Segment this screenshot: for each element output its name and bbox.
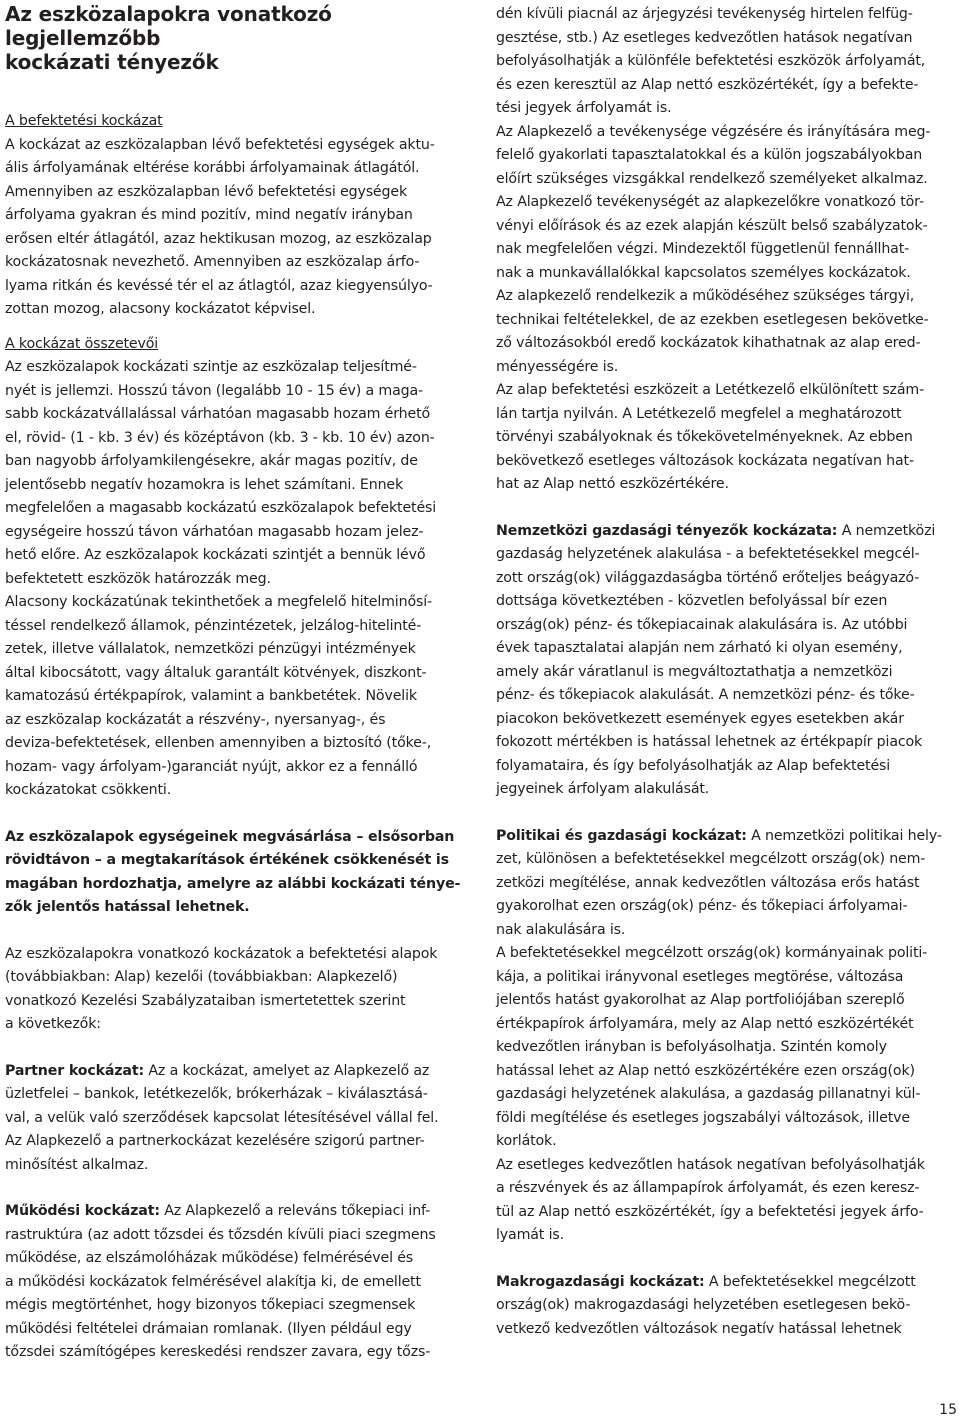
page-heading bbox=[5, 2, 467, 74]
text-line: fokozott mértékben is hatással lehetnek az értékpapír piacok bbox=[496, 734, 923, 750]
text-line: gyakorolhat ezen ország(ok) pénz- és tőkepiaci árfolyamai- bbox=[496, 898, 908, 914]
text-line: folyamataira, és így befolyásolhatják az Alap befektetési bbox=[496, 757, 891, 774]
lead-term: Politikai és gazdasági kockázat: bbox=[496, 827, 747, 844]
text-line: hető előre. Az eszközalapok kockázati szintjét a bennük lévő bbox=[5, 547, 426, 563]
text-line: dén kívüli piacnál az árjegyzési tevékenység hirtelen felfüg- bbox=[496, 6, 913, 22]
text-line: erősen eltér átlagától, azaz hektikusan mozog, az eszközalap bbox=[5, 230, 432, 247]
text-line: korlátok. bbox=[496, 1133, 557, 1149]
text-line: tül az Alap nettó eszközértékét, így a befektetési jegyek árfo- bbox=[496, 1203, 924, 1220]
lead-term: Működési kockázat: bbox=[5, 1203, 160, 1219]
text-line: zetközi megítélése, annak kedvezőtlen változása erős hatást bbox=[496, 874, 920, 891]
text-line: ország(ok) makrogazdasági helyzetében esetlegesen bekö- bbox=[496, 1297, 911, 1313]
text-line: tőzsdei számítógépes kereskedési rendszer zavara, egy tőzs- bbox=[5, 1344, 431, 1360]
text-line: deviza-befektetések, ellenben amennyiben a biztosító (tőke-, bbox=[5, 735, 432, 751]
text-line: minősítést alkalmaz. bbox=[5, 1156, 149, 1173]
text-line: gesztése, stb.) Az esetleges kedvezőtlen hatások negatívan bbox=[496, 29, 913, 46]
text-line: vonatkozó Kezelési Szabályzataiban ismertetettek szerint bbox=[5, 992, 406, 1009]
paragraph-block bbox=[5, 943, 467, 1037]
text-line: felelő gyakorlati tapasztalatokkal és a külön jogszabályokban bbox=[496, 147, 923, 163]
lead-term: Nemzetközi gazdasági tényezők kockázata: bbox=[496, 522, 838, 539]
lead-rest: A befektetésekkel megcélzott bbox=[704, 1273, 916, 1290]
paragraph-block bbox=[5, 110, 467, 322]
text-line: kockázatosnak nevezhető. Amennyiben az eszközalap árfo- bbox=[5, 254, 420, 270]
text-line: (továbbiakban: Alap) kezelői (továbbiakban: Alapkezelő) bbox=[5, 969, 398, 985]
text-line: Az alap befektetési eszközeit a Letétkezelő elkülönített szám- bbox=[496, 382, 925, 398]
text-line: technikai feltételekkel, de az ezekben esetlegesen bekövetke- bbox=[496, 311, 929, 328]
text-line: által kibocsátott, vagy általuk garantált kötvények, diszkont- bbox=[5, 664, 427, 681]
text-line: pénz- és tőkepiacok alakulását. A nemzetközi pénz- és tőke- bbox=[496, 687, 915, 703]
text-line: jelentősebb negatív hozamokra is lehet számítani. Ennek bbox=[5, 476, 404, 493]
text-line: előírt szükséges vizsgákkal rendelkező személyeket alkalmaz. bbox=[496, 170, 928, 187]
paragraph-gap bbox=[5, 1177, 467, 1200]
paragraph-gap bbox=[5, 322, 467, 333]
text-line: A kockázat az eszközalapban lévő befektetési egységek aktu- bbox=[5, 136, 435, 153]
lead-line bbox=[496, 520, 948, 544]
text-line: vetkező kedvezőtlen változások negatív hatással lehetnek bbox=[496, 1320, 902, 1337]
text-line: megfelelően a magasabb kockázatú eszközalapok befektetési bbox=[5, 500, 437, 516]
text-line: zott ország(ok) világgazdaságba történő erőteljes beágyazó- bbox=[496, 569, 920, 586]
text-line: kája, a politikai irányvonal esetleges megtörése, változása bbox=[496, 968, 904, 985]
paragraph-gap bbox=[5, 803, 467, 826]
lead-term: Partner kockázat: bbox=[5, 1062, 144, 1079]
text-line: gazdaság helyzetének alakulása - a befektetésekkel megcél- bbox=[496, 546, 920, 562]
text-line: törvényi szabályoknak és tőkekövetelményeknek. Az ebben bbox=[496, 429, 913, 445]
text-line: hozam- vagy árfolyam-)garanciát nyújt, akkor ez a fennálló bbox=[5, 758, 418, 775]
text-line: üzletfelei – bankok, letétkezelők, brókerházak – kiválasztásá- bbox=[5, 1086, 428, 1102]
lead-line bbox=[496, 1271, 948, 1295]
lead-rest: A nemzetközi bbox=[837, 522, 936, 539]
text-line: tési jegyek árfolyamát is. bbox=[496, 100, 672, 116]
lead-rest: A nemzetközi politikai hely- bbox=[746, 827, 942, 844]
text-line: hat az Alap nettó eszközértékére. bbox=[496, 476, 729, 492]
text-line: árfolyama gyakran és mind pozitív, mind negatív irányban bbox=[5, 207, 413, 223]
text-line: lyamát is. bbox=[496, 1227, 564, 1243]
text-line: befektetett eszközök határozzák meg. bbox=[5, 570, 271, 587]
text-line: lán tartja nyilván. A Letétkezelő megfelel a meghatározott bbox=[496, 405, 902, 422]
right-sections bbox=[496, 3, 948, 1341]
text-line: ban nagyobb árfolyamkilengésekre, akár magas pozitív, de bbox=[5, 453, 418, 469]
text-line: zottan mozog, alacsony kockázatot képvisel. bbox=[5, 301, 316, 317]
text-line: piacokon bekövetkezett események egyes esetekben akár bbox=[496, 710, 904, 727]
paragraph-gap bbox=[5, 1037, 467, 1060]
text-line: értékpapírok árfolyamára, mely az Alap nettó eszközértékét bbox=[496, 1015, 914, 1032]
text-line: Az eszközalapok egységeinek megvásárlása – elsősorban bbox=[5, 828, 455, 845]
text-line: földi megítélése és esetleges jogszabályi változások, illetve bbox=[496, 1109, 910, 1126]
text-line: Az Alapkezelő tevékenységét az alapkezelőkre vonatkozó tör- bbox=[496, 194, 924, 210]
text-line: lyama ritkán és kevéssé tér el az átlagtól, azaz kiegyensúlyo- bbox=[5, 277, 433, 294]
text-line: zetek, illetve vállalatok, nemzetközi pénzügyi intézmények bbox=[5, 641, 416, 657]
text-line: rastruktúra (az adott tőzsdei és tőzsdén kívüli piaci szegmens bbox=[5, 1226, 436, 1243]
lead-rest: Az Alapkezelő a releváns tőkepiaci inf- bbox=[159, 1203, 431, 1219]
text-line: amely akár váratlanul is megváltoztathatja a nemzetközi bbox=[496, 663, 893, 680]
text-line: kedvezőtlen irányban is befolyásolhatja. Szintén komoly bbox=[496, 1039, 887, 1055]
text-line: vényi előírások és az ezek alapján készült belső szabályzatok- bbox=[496, 217, 928, 234]
text-line: az eszközalap kockázatát a részvény-, nyersanyag-, és bbox=[5, 711, 386, 728]
text-line: ország(ok) pénz- és tőkepiacainak alakulására is. Az utóbbi bbox=[496, 616, 908, 633]
paragraph-block bbox=[5, 826, 467, 920]
text-line: Alacsony kockázatúnak tekinthetőek a megfelelő hitelminősí- bbox=[5, 594, 432, 610]
text-line: bekövetkező esetleges változások kockázata negatívan hat- bbox=[496, 452, 914, 469]
text-line: nak alakulására is. bbox=[496, 921, 626, 938]
text-line: kamatozású értékpapírok, valamint a bankbetétek. Növelik bbox=[5, 688, 417, 704]
paragraph-block bbox=[496, 825, 948, 1248]
text-line: el, rövid- (1 - kb. 3 év) és középtávon (kb. 3 - kb. 10 év) azon- bbox=[5, 429, 435, 446]
text-line: évek tapasztalatai alapján nem zárható ki olyan esemény, bbox=[496, 640, 903, 656]
text-line: kockázatokat csökkenti. bbox=[5, 782, 172, 798]
text-line: sabb kockázatvállalással várhatóan magasabb hozam érhető bbox=[5, 406, 431, 422]
text-line: Az alapkezelő rendelkezik a működéséhez szükséges tárgyi, bbox=[496, 288, 915, 304]
text-line: zet, különösen a befektetésekkel megcélzott ország(ok) nem- bbox=[496, 851, 926, 867]
paragraph-gap bbox=[496, 497, 948, 520]
text-line: Amennyiben az eszközalapban lévő befektetési egységek bbox=[5, 183, 408, 200]
text-line: és ezen keresztül az Alap nettó eszközértékét, így a befekte- bbox=[496, 76, 919, 93]
text-line: Az esetleges kedvezőtlen hatások negatívan befolyásolhatják bbox=[496, 1156, 925, 1173]
paragraph-gap bbox=[496, 802, 948, 825]
text-line: a következők: bbox=[5, 1016, 101, 1032]
section-subheading: A befektetési kockázat bbox=[5, 113, 163, 129]
lead-line bbox=[5, 1200, 467, 1224]
text-line: nak a munkavállalókkal kapcsolatos személyes kockázatok. bbox=[496, 264, 911, 281]
text-line: hatással lehet az Alap nettó eszközértékére ezen ország(ok) bbox=[496, 1062, 915, 1079]
left-column bbox=[5, 0, 467, 1365]
right-column bbox=[496, 0, 948, 1341]
text-line: rövidtávon – a megtakarítások értékének csökkenését is bbox=[5, 852, 449, 868]
page-number: 15 bbox=[939, 1402, 957, 1418]
lead-line bbox=[496, 825, 948, 849]
text-line: Az eszközalapokra vonatkozó kockázatok a befektetési alapok bbox=[5, 945, 438, 962]
text-line: Az Alapkezelő a tevékenysége végzésére és irányítására meg- bbox=[496, 123, 931, 140]
text-line: magában hordozhatja, amelyre az alábbi kockázati ténye- bbox=[5, 875, 461, 892]
text-line: jegyeinek árfolyam alakulását. bbox=[496, 781, 710, 797]
text-line: Az Alapkezelő a partnerkockázat kezelésére szigorú partner- bbox=[5, 1133, 425, 1149]
paragraph-block bbox=[5, 333, 467, 803]
text-line: téssel rendelkező államok, pénzintézetek, jelzálog-hitelinté- bbox=[5, 617, 422, 634]
lead-line bbox=[5, 1060, 467, 1084]
text-line: mégis megtörténhet, hogy bizonyos tőkepiaci szegmensek bbox=[5, 1297, 416, 1313]
text-line: ményességére is. bbox=[496, 358, 619, 375]
text-line: jelentős hatást gyakorolhat az Alap portfoliójában szereplő bbox=[496, 992, 905, 1008]
text-line: gazdasági helyzetének alakulása, a gazdaság pillanatnyi kül- bbox=[496, 1086, 921, 1102]
text-line: Az eszközalapok kockázati szintje az eszközalap teljesítmé- bbox=[5, 359, 417, 375]
lead-rest: Az a kockázat, amelyet az Alapkezelő az bbox=[144, 1062, 430, 1079]
paragraph-block bbox=[5, 1200, 467, 1365]
text-line: működése, az elszámolóházak működése) felmérésével és bbox=[5, 1250, 414, 1266]
text-line: zők jelentős hatással lehetnek. bbox=[5, 899, 250, 915]
text-line: nak megfelelően végzi. Mindezektől függetlenül fennállhat- bbox=[496, 241, 910, 257]
text-line: működési feltételei drámaian romlanak. (Ilyen például egy bbox=[5, 1320, 412, 1337]
text-line: a részvények és az állampapírok árfolyamát, és ezen keresz- bbox=[496, 1180, 920, 1196]
left-sections bbox=[5, 110, 467, 1365]
paragraph-block bbox=[496, 1271, 948, 1342]
paragraph-block bbox=[496, 3, 948, 497]
paragraph-gap bbox=[5, 920, 467, 943]
text-line: befolyásolhatják a különféle befektetési eszközök árfolyamát, bbox=[496, 53, 926, 69]
text-line: nyét is jellemzi. Hosszú távon (legalább 10 - 15 év) a maga- bbox=[5, 382, 423, 399]
text-line: val, a velük való szerződések kapcsolat létesítésével vállal fel. bbox=[5, 1109, 439, 1126]
paragraph-block bbox=[496, 520, 948, 802]
text-line: a működési kockázatok felmérésével alakítja ki, de emellett bbox=[5, 1273, 421, 1290]
paragraph-block bbox=[5, 1060, 467, 1178]
text-line: egységeire hosszú távon várhatóan magasabb hozam jelez- bbox=[5, 523, 424, 540]
text-line: ző változásokból eredő kockázatok kihathatnak az alap ered- bbox=[496, 335, 921, 351]
text-line: ális árfolyamának eltérése korábbi árfolyamainak átlagától. bbox=[5, 160, 420, 176]
lead-term: Makrogazdasági kockázat: bbox=[496, 1273, 705, 1290]
paragraph-gap bbox=[496, 1248, 948, 1271]
text-line: dottsága következtében - közvetlen befolyással bír ezen bbox=[496, 593, 888, 609]
section-subheading: A kockázat összetevői bbox=[5, 335, 159, 352]
text-line: A befektetésekkel megcélzott ország(ok) kormányainak politi- bbox=[496, 945, 928, 961]
heading-line: Az eszközalapokra vonatkozó legjellemzőbb bbox=[5, 2, 332, 50]
heading-line: kockázati tényezők bbox=[5, 50, 219, 74]
